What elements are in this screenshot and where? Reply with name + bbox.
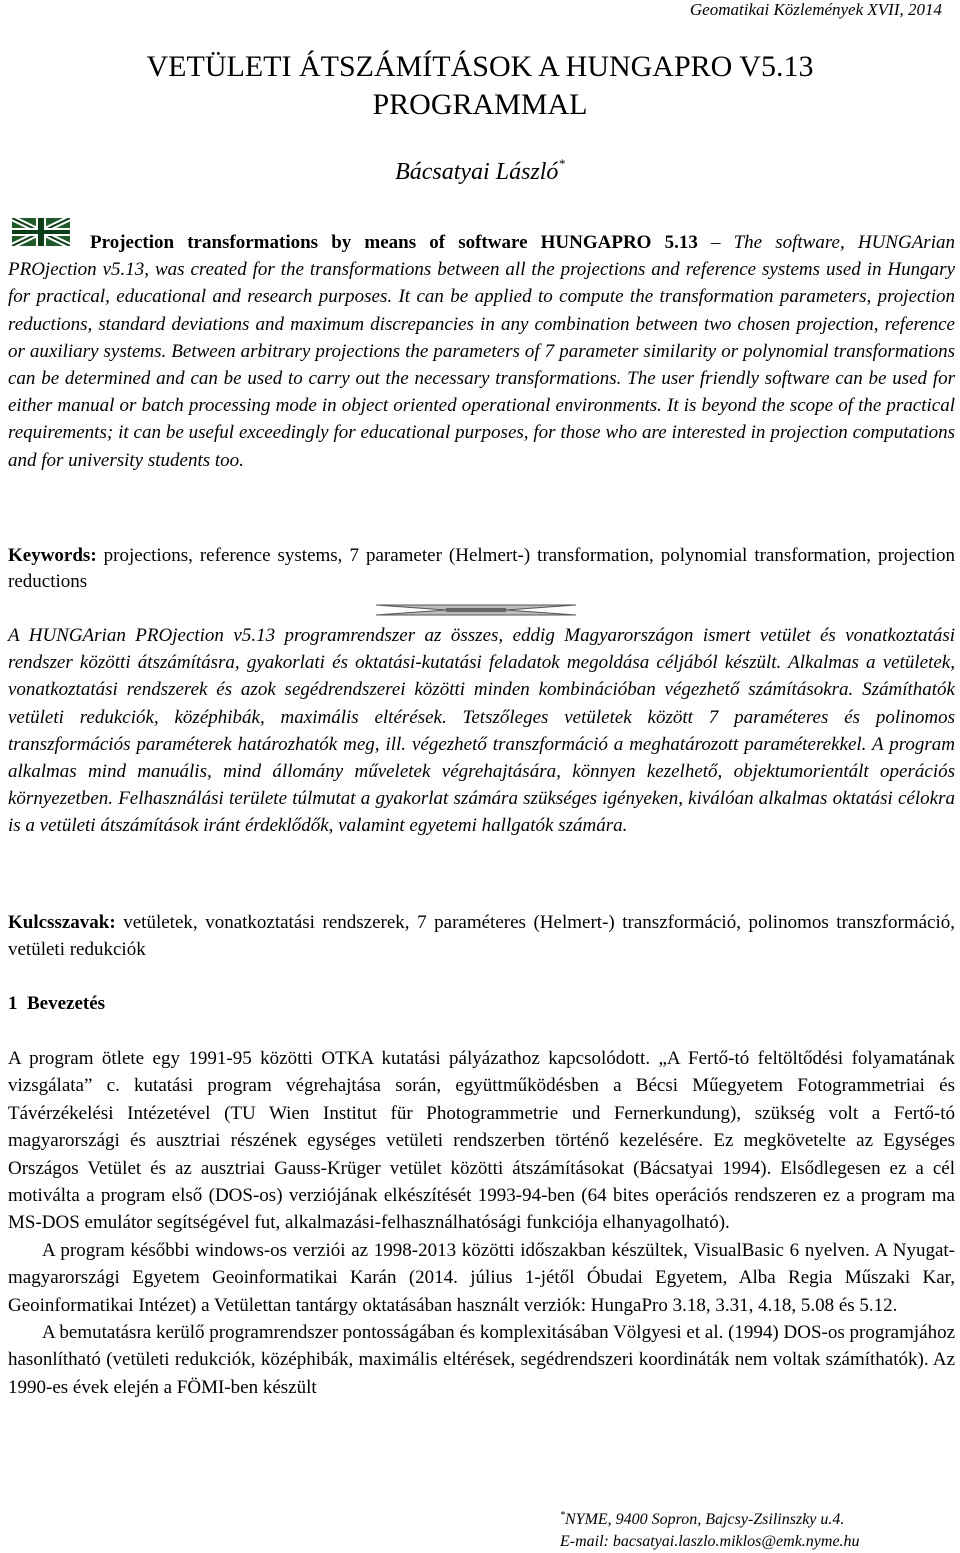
keywords-english — [8, 543, 955, 595]
footnote — [560, 1505, 860, 1553]
section-title: Bevezetés — [27, 993, 106, 1014]
section-separator — [376, 603, 576, 617]
footnote-line-1 — [560, 1505, 860, 1531]
section-heading — [8, 993, 105, 1015]
keywords-hungarian-text: vetületek, vonatkoztatási rendszerek, 7 paraméteres (Helmert-) transzformáció, polinomos transzformáció, vetületi redukciók — [8, 912, 955, 960]
intro-paragraph-2: A program későbbi windows-os verziói az 1998-2013 közötti időszakban készültek, VisualBasic 6 nyelven. A Nyugat-magyarországi Egyetem Geoinformatikai Karán (2014. július 1-jétől Óbudai Egyetem, Alba Regia Műszaki Kar, Geoinformatikai Intézet) a Vetülettan tantárgy oktatásában használt verziók: HungaPro 3.18, 3.31, 4.18, 5.08 és 5.12. — [8, 1239, 955, 1316]
keywords-hungarian — [8, 909, 955, 963]
title-line-2: PROGRAMMAL — [372, 88, 588, 121]
abstract-hungarian: A HUNGArian PROjection v5.13 programrendszer az összes, eddig Magyarországon ismert vetület és vonatkoztatási rendszer közötti átszámításra, gyakorlati és oktatási-kutatási feladatok megoldása céljából készült. Alkalmas a vetületek, vonatkoztatási rendszerek és azok segédrendszerei közötti minden kombinációban végezhető számításokra. Számíthatók vetületi redukciók, középhibák, maximális eltérések. Tetszőleges vetületek között 7 paraméteres és polinomos transzformációs paraméterek határozhatók meg, ill. végezhető transzformáció a meghatározott paraméterekkel. A program alkalmas mind manuális, mind állomány műveletek végrehajtására, könnyen kezelhető, objektumorientált operációs környezetben. Felhasználási területe túlmutat a gyakorlat számára szükséges igényeken, kiválóan alkalmas oktatási célokra is a vetületi átszámítások iránt érdeklődők, valamint egyetemi hallgatók számára. — [8, 625, 955, 837]
keywords-english-label: Keywords: — [8, 545, 97, 566]
section-number: 1 — [8, 993, 18, 1014]
abstract-english — [8, 229, 955, 474]
author-line — [0, 156, 960, 186]
intro-paragraph-1: A program ötlete egy 1991-95 közötti OTKA kutatási pályázathoz kapcsolódott. „A Fertő-tó feltöltődési folyamatának vizsgálata” c. kutatási program végrehajtása során, együttműködésben a Bécsi Műegyetem Fotogrammetriai és Távérzékelési Intézetével (TU Wien Institut für Photogrammetrie und Fernerkundung), szükség volt a Fertő-tó magyarországi és ausztriai részének egységes vetületi rendszerben történő kezelésére. Ez megkövetelte az Egységes Országos Vetület és az ausztriai Gauss-Krüger vetület közötti átszámításokat (Bácsatyai 1994). Elsődlegesen ez a cél motiválta a program első (DOS-os) verziójának elkészítését 1993-94-ben (64 bites operációs rendszeren ez a program ma MS-DOS emulátor segítségével fut, alkalmazási-felhasználhatósági funkciója elhanyagolható). — [8, 1048, 955, 1234]
author-name: Bácsatyai László — [395, 159, 559, 185]
keywords-english-text: projections, reference systems, 7 parameter (Helmert-) transformation, polynomial transformation, projection reductions — [8, 545, 955, 592]
journal-header: Geomatikai Közlemények XVII, 2014 — [689, 0, 942, 19]
footnote-email: E-mail: bacsatyai.laszlo.miklos@emk.nyme.hu — [560, 1533, 860, 1550]
abstract-english-title: Projection transformations by means of software HUNGAPRO 5.13 — [90, 232, 698, 253]
paper-title — [0, 48, 960, 124]
title-line-1: VETÜLETI ÁTSZÁMÍTÁSOK A HUNGAPRO V5.13 — [146, 50, 814, 83]
footnote-address: NYME, 9400 Sopron, Bajcsy-Zsilinszky u.4. — [565, 1511, 845, 1528]
author-footnote-mark: * — [558, 156, 565, 171]
footnote-mark: * — [560, 1510, 565, 1521]
introduction-body — [8, 1045, 955, 1401]
intro-paragraph-3: A bemutatásra kerülő programrendszer pontosságában és komplexitásában Völgyesi et al. (1994) DOS-os programjához hasonlítható (vetületi redukciók, középhibák, maximális eltérések, segédrendszeri koordináták nem voltak számíthatók). Az 1990-es évek elején a FÖMI-ben készült — [8, 1322, 955, 1398]
keywords-hungarian-label: Kulcsszavak: — [8, 912, 116, 933]
abstract-english-body: – The software, HUNGArian PROjection v5.13, was created for the transformations between all the projections and reference systems used in Hungary for practical, educational and research purposes. It can be applied to compute the transformation parameters, projection reductions, standard deviations and maximum discrepancies in any combination between two chosen projection, reference or auxiliary systems. Between arbitrary projections the parameters of 7 parameter similarity or polynomial transformations can be determined and can be used to carry out the necessary transformations. The user friendly software can be used for either manual or batch processing mode in object oriented operational environments. It is beyond the scope of the practical requirements; it can be useful exceedingly for educational purposes, for those who are interested in projection computations and for university students too. — [8, 232, 955, 471]
